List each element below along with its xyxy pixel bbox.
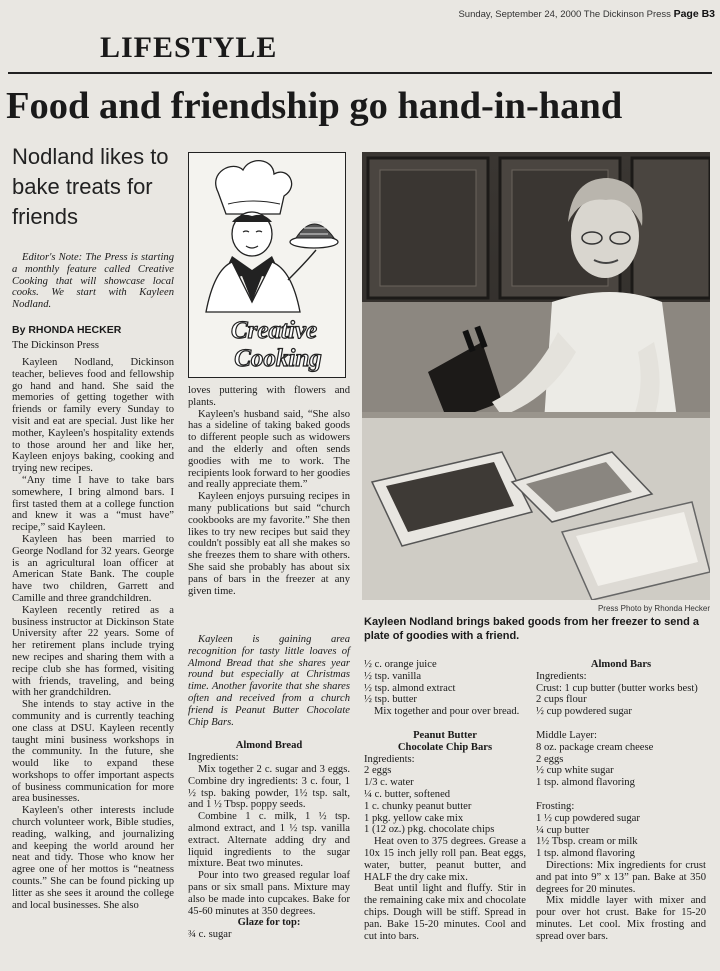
recipe-line: ¼ c. butter, softened: [364, 788, 451, 800]
recipe-line: 1 (12 oz.) pkg. chocolate chips: [364, 824, 495, 836]
recipe-line: ¼ cup butter: [536, 824, 590, 836]
recipe-line: 2 eggs: [364, 765, 392, 777]
recipe-line: 2 eggs: [536, 753, 564, 765]
story-column-1: [12, 357, 174, 911]
logo-line-2: Cooking: [234, 345, 322, 372]
recipe-line: Combine 1 c. milk, 1 ½ tsp. almond extract, and 1 ½ tsp. vanilla extract. Alternate adding dry and liquid ingredients to the sugar mixture. Beat two minutes.: [188, 811, 350, 870]
logo-line-1: Creative: [230, 317, 318, 344]
recipe-line: ½ tsp. vanilla: [364, 670, 422, 682]
recipe-line: ½ tsp. butter: [364, 694, 417, 706]
recipe-line: 8 oz. package cream cheese: [536, 741, 654, 753]
story-paragraph: Kayleen Nodland, Dickinson teacher, believes food and fellowship go hand and hand. She said the memories of getting together with friends or family every Sunday to visit and eat are special. Just like her mother, Kayleen's hospitality extends to those around her and like her, Kayleen enjoys baking, cooking and trying new recipes.: [12, 357, 174, 475]
recipe-intro-column: [188, 634, 350, 941]
kitchen-photo: [362, 152, 710, 600]
recipe-line: ½ cup powdered sugar: [536, 706, 632, 718]
recipe-line: 1 pkg. yellow cake mix: [364, 812, 464, 824]
section-title: LIFESTYLE: [100, 31, 278, 64]
section-rule: [8, 72, 712, 74]
page-header: [430, 8, 715, 20]
recipe-line: ½ tsp. almond extract: [364, 682, 456, 694]
pb-bars-title-2: Chocolate Chip Bars: [397, 741, 493, 753]
pb-bars-title-1: Peanut Butter: [413, 729, 477, 741]
editor-note: Editor's Note: The Press is starting a monthly feature called Creative Cooking that will showcase local cooks. We start with Kayleen Nodland.: [12, 252, 174, 311]
recipe-line: ¾ c. sugar: [188, 929, 232, 941]
recipe-line: 1 tsp. almond flavoring: [536, 777, 635, 789]
recipe-line: Middle Layer:: [536, 729, 597, 741]
recipe-column-4: [536, 659, 706, 943]
recipe-column-3: [364, 659, 526, 942]
recipe-step: Directions: Mix ingredients for crust and pat into 9” x 13” pan. Bake at 350 degrees for 20 minutes.: [536, 859, 706, 895]
creative-cooking-logo: [188, 152, 346, 378]
recipe-intro: Kayleen is gaining area recognition for tasty little loaves of Almond Bread that she shares year round but especially at Christmas time. Another favorite that she shares often and received from a church friend is Peanut Butter Chocolate Chip Bars.: [188, 634, 350, 728]
recipe-line: 1 ½ cup powdered sugar: [536, 812, 640, 824]
date-line: Sunday, September 24, 2000 The Dickinson Press: [458, 9, 671, 20]
story-paragraph: Kayleen's other interests include church volunteer work, Bible studies, reading, walking, and journalizing and keeping the world around her neat and tidy. Those who know her agree one of her mottos is “neatness counts.” She can be found picking up litter as she sees it around the college and local businesses. She also: [12, 805, 174, 911]
recipe-line: ½ c. orange juice: [364, 659, 437, 670]
story-paragraph: Kayleen enjoys pursuing recipes in many publications but said “church cookbooks are my favorite.” She then likes to try new recipes but said they couldn't possibly eat all she makes so she freezes them to share with others. She said she probably has about six pans of bars in the freezer at any given time.: [188, 491, 350, 597]
source-line: The Dickinson Press: [12, 340, 99, 351]
story-column-2: [188, 385, 350, 597]
almond-bread-title: Almond Bread: [235, 740, 303, 752]
almond-bars-title: Almond Bars: [590, 659, 652, 670]
recipe-line: Ingredients:: [188, 752, 239, 764]
recipe-line: Mix together 2 c. sugar and 3 eggs. Combine dry ingredients: 3 c. four, 1 ½ tsp. baking powder, 1½ tsp. salt, and 1 ½ Tbsp. poppy seeds.: [188, 763, 350, 811]
recipe-step: Heat oven to 375 degrees. Grease a 10x 15 inch jelly roll pan. Beat eggs, water, butter, peanut butter, and HALF the dry cake mix.: [364, 836, 526, 883]
recipe-line: Mix together and pour over bread.: [374, 706, 520, 718]
recipe-step: Mix middle layer with mixer and pour over hot crust. Bake for 15-20 minutes. Let cool. Mix frosting and spread over bars.: [536, 895, 706, 942]
story-paragraph: Kayleen has been married to George Nodland for 32 years. George is an agricultural loan officer at American State Bank. The couple have two children, Garrett and Camille and three grandchildren.: [12, 533, 174, 604]
story-paragraph: loves puttering with flowers and plants.: [188, 385, 350, 408]
story-paragraph: Kayleen recently retired as a business instructor at Dickinson State University after 22 years. Some of her retirement plans include trying new recipes and sharing them with a recipe club she has formed, visiting with friends, traveling, and being with her grandchildren.: [12, 604, 174, 699]
recipe-line: 1 c. chunky peanut butter: [364, 800, 472, 812]
recipe-line: Ingredients:: [364, 753, 415, 765]
recipe-line: Crust: 1 cup butter (butter works best): [536, 682, 698, 694]
recipe-line: 1/3 c. water: [364, 777, 414, 789]
recipe-line: 1 tsp. almond flavoring: [536, 848, 635, 860]
story-paragraph: She intends to stay active in the community and is currently teaching one class at DSU. Kayleen recently taught mini business workshops in the community. In the future, she would like to expand these workshops to offer important aspects of business communication for more area businesses.: [12, 699, 174, 805]
subhead: Nodland likes to bake treats for friends: [12, 144, 169, 229]
recipe-line: Frosting:: [536, 800, 575, 812]
story-paragraph: Kayleen's husband said, “She also has a sideline of taking baked goods to different people such as widowers and the elderly and often sends goodies with me to work. The recipients look forward to her goodies and really appreciate them.”: [188, 408, 350, 491]
recipe-step: Beat until light and fluffy. Stir in the remaining cake mix and chocolate chips. Dough will be stiff. Spread in pan. Bake 15-20 minutes. Cool and cut into bars.: [364, 883, 526, 942]
byline: By RHONDA HECKER: [12, 324, 122, 336]
page-number: Page B3: [673, 8, 715, 20]
glaze-title: Glaze for top:: [237, 917, 301, 929]
story-paragraph: “Any time I have to take bars somewhere, I bring almond bars. I first tasted them at a college function and knew it was a “must have” recipe,” said Kayleen.: [12, 474, 174, 534]
recipe-line: ½ cup white sugar: [536, 765, 614, 777]
photo-caption: Kayleen Nodland brings baked goods from her freezer to send a plate of goodies with a friend.: [364, 616, 699, 642]
recipe-line: 2 cups flour: [536, 694, 587, 706]
recipe-line: 1½ Tbsp. cream or milk: [536, 836, 638, 848]
recipe-line: Pour into two greased regular loaf pans or six small pans. Mixture may also be made into cupcakes. Bake for 45-60 minutes at 350 degrees.: [188, 870, 350, 917]
headline: Food and friendship go hand-in-hand: [6, 85, 623, 127]
recipe-line: Ingredients:: [536, 670, 587, 682]
photo-credit: Press Photo by Rhonda Hecker: [597, 604, 710, 613]
